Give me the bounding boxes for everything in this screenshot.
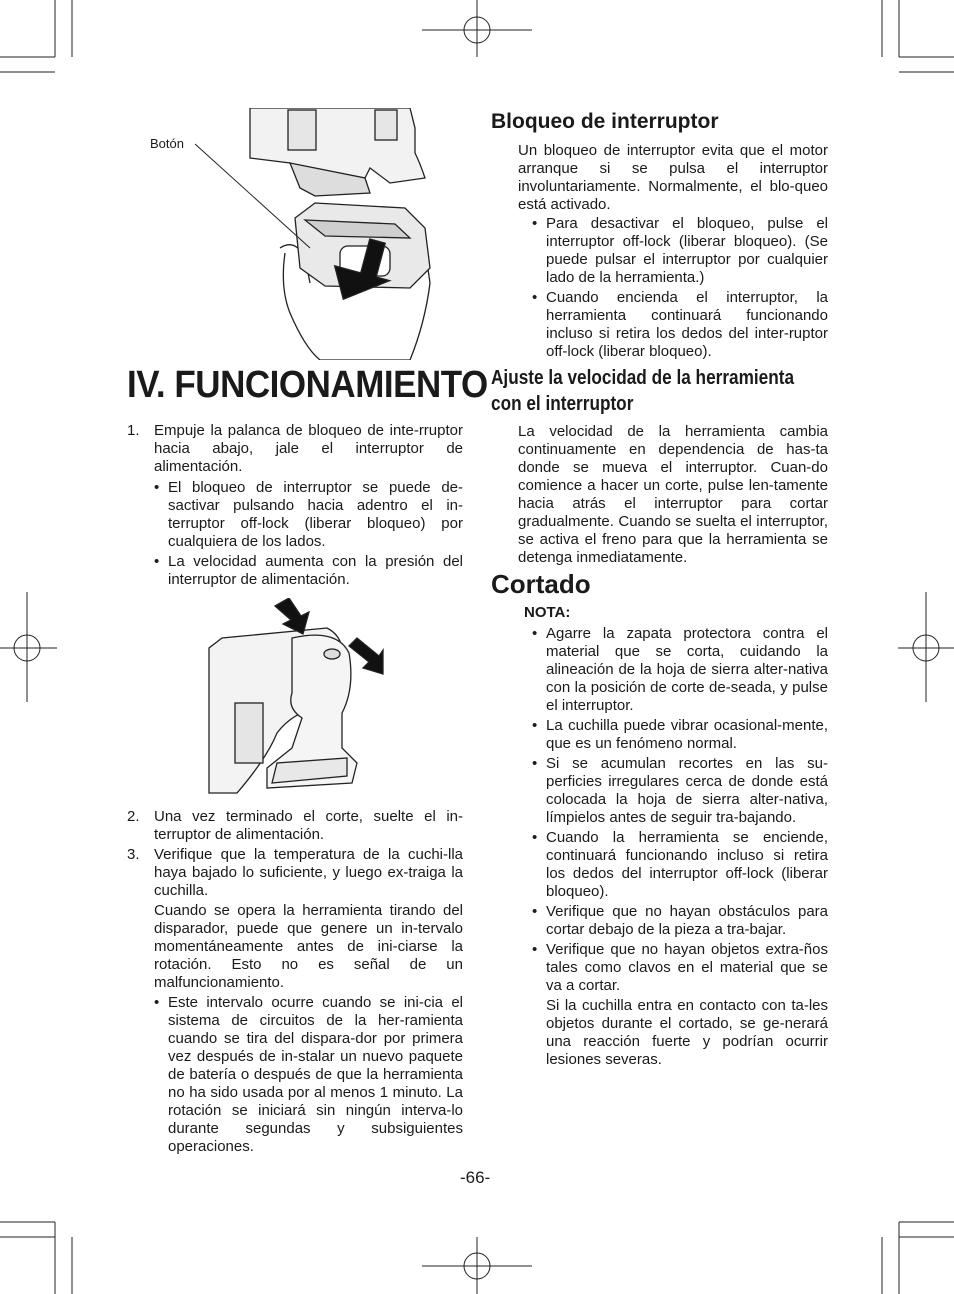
step-2-text: Una vez terminado el corte, suelte el in-terruptor de alimentación.	[154, 808, 463, 843]
saw-switch-illustration	[207, 598, 387, 798]
right-column	[491, 110, 828, 1069]
cut-bullet: • Cuando la herramienta se enciende, continuará funcionando incluso si retira los dedos del interruptor off-lock (liberar bloqueo).	[532, 829, 828, 900]
step-2	[127, 808, 463, 844]
step-3-number: 3.	[127, 846, 140, 863]
lock-bullet-text: Cuando encienda el interruptor, la herramienta continuará funcionando incluso si retira los dedos del inter-ruptor off-lock (liberar bloqueo).	[546, 289, 828, 360]
cut-bullet: • La cuchilla puede vibrar ocasional-mente, que es un fenómeno normal.	[532, 717, 828, 752]
step-1-bullet: • El bloqueo de interruptor se puede de-sactivar pulsando hacia adentro el in-terruptor off-lock (liberar bloqueo) por cualquiera de los lados.	[154, 479, 463, 550]
note-label: NOTA:	[524, 604, 571, 621]
step-1-bullet-text: El bloqueo de interruptor se puede de-sactivar pulsando hacia adentro el in-terruptor off-lock (liberar bloqueo) por cualquiera de los lados.	[168, 479, 463, 550]
cut-heading: Cortado	[491, 569, 591, 599]
step-3-paragraph: Cuando se opera la herramienta tirando del disparador, puede que genere un in-tervalo momentáneamente antes de ini-ciarse la rotación. Esto no es señal de un malfuncionamiento.	[154, 902, 463, 991]
lock-heading: Bloqueo de interruptor	[491, 110, 719, 133]
speed-heading: Ajuste la velocidad de la herramienta con el interruptor	[491, 367, 795, 415]
battery-removal-illustration	[140, 108, 440, 360]
step-3-bullet: • Este intervalo ocurre cuando se ini-cia el sistema de circuitos de la her-ramienta cuando se tira del dispara-dor por primera vez después de in-stalar un nuevo paquete de batería o después de que la herramienta no ha sido usada por al menos 1 minuto. La rotación se iniciará sin ningún interva-lo durante segundas y subsiguientes operaciones.	[154, 994, 463, 1155]
section-title: IV. FUNCIONAMIENTO	[127, 364, 488, 406]
battery-removal-figure	[140, 108, 440, 360]
switch-press-figure	[207, 598, 387, 798]
left-column	[127, 422, 463, 589]
step-3-text: Verifique que la temperatura de la cuchi-lla haya bajado lo suficiente, y luego ex-traiga la cuchilla.	[154, 846, 463, 899]
cut-bullet: • Verifique que no hayan obstáculos para cortar debajo de la pieza a tra-bajar.	[532, 903, 828, 938]
cut-bullet: • Si se acumulan recortes en las su-perficies irregulares cerca de donde está colocada la hoja de sierra alter-nativa, límpielos antes de seguir tra-bajando.	[532, 755, 828, 826]
step-1	[127, 422, 463, 476]
cut-warning: Si la cuchilla entra en contacto con ta-les objetos durante el cortado, se ge-nerará una reacción fuerte y podrían ocurrir lesiones severas.	[546, 997, 828, 1068]
page-number: -66-	[460, 1168, 491, 1187]
left-column-lower	[127, 808, 463, 1156]
step-1-bullet-text: La velocidad aumenta con la presión del interruptor de alimentación.	[168, 553, 463, 588]
step-3-bullet-text: Este intervalo ocurre cuando se ini-cia el sistema de circuitos de la her-ramienta cuando se tira del dispara-dor por primera vez después de in-stalar un nuevo paquete de batería o después de que la herramienta no ha sido usada por al menos 1 minuto. La rotación se iniciará sin ningún interva-lo durante segundas y subsiguientes operaciones.	[168, 994, 463, 1155]
cut-bullet: • Verifique que no hayan objetos extra-ños tales como clavos en el material que se va a cortar.	[532, 941, 828, 994]
speed-text: La velocidad de la herramienta cambia continuamente en dependencia de has-ta donde se mueva el interruptor. Cuan-do comience a hacer un corte, pulse len-tamente hacia atrás el interruptor para cortar gradualmente. Cuando se suelta el interruptor, se activa el freno para que la herramienta se detenga inmediatamente.	[518, 423, 828, 566]
step-1-number: 1.	[127, 422, 140, 439]
step-3	[127, 846, 463, 900]
lock-text: Un bloqueo de interruptor evita que el motor arranque si se pulsa el interruptor involuntariamente. Normalmente, el blo-queo está activado.	[518, 142, 828, 213]
step-1-bullet: • La velocidad aumenta con la presión del interruptor de alimentación.	[154, 553, 463, 588]
lock-bullet: • Cuando encienda el interruptor, la herramienta continuará funcionando incluso si retira los dedos del inter-ruptor off-lock (liberar bloqueo).	[532, 289, 828, 360]
figure-label-button: Botón	[150, 136, 184, 151]
cut-bullet: • Agarre la zapata protectora contra el material que se corta, cuidando la alineación de la hoja de sierra alter-nativa con la posición de corte de-seada, y pulse el interruptor.	[532, 625, 828, 714]
lock-bullet: • Para desactivar el bloqueo, pulse el interruptor off-lock (liberar bloqueo). (Se puede pulsar el interruptor por cualquier lado de la herramienta.)	[532, 215, 828, 286]
step-2-number: 2.	[127, 808, 140, 825]
step-1-text: Empuje la palanca de bloqueo de inte-rruptor hacia abajo, jale el interruptor de alimentación.	[154, 422, 463, 475]
lock-bullet-text: Para desactivar el bloqueo, pulse el interruptor off-lock (liberar bloqueo). (Se puede pulsar el interruptor por cualquier lado de la herramienta.)	[546, 215, 828, 286]
